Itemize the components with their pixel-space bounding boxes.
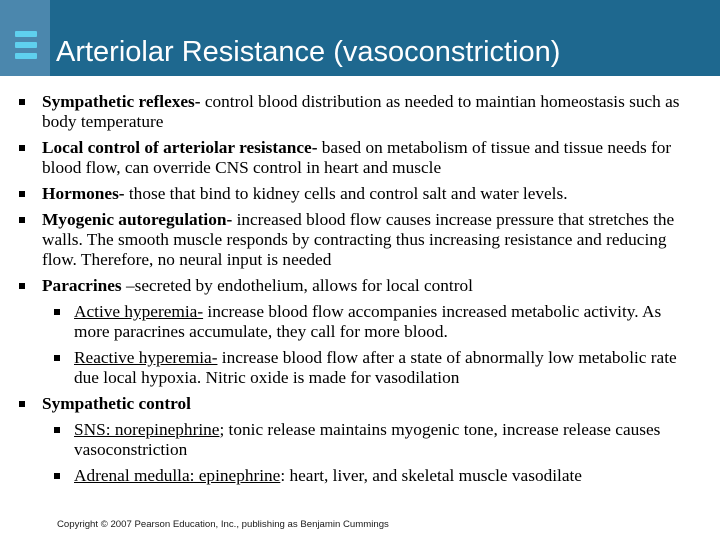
bullet-text: increase blood flow accompanies increased metabolic activity. As more paracrines accumulate, they call for more blood. <box>74 302 662 341</box>
logo-bar <box>15 42 37 48</box>
sub-bullet-active-hyperemia <box>0 302 720 342</box>
logo-bar <box>15 53 37 59</box>
square-bullet-icon <box>19 99 25 105</box>
bullet-item-sympathetic-reflexes <box>0 92 720 132</box>
bullet-text: based on metabolism of tissue and tissue needs for blood flow, can override CNS control in heart and muscle <box>42 138 672 177</box>
bullet-term: Local control of arteriolar resistance- <box>42 138 318 157</box>
bullet-term: Reactive hyperemia- <box>74 348 218 367</box>
copyright-footer: Copyright © 2007 Pearson Education, Inc., publishing as Benjamin Cummings <box>57 519 389 530</box>
title-band <box>0 0 720 76</box>
square-bullet-icon <box>54 309 60 315</box>
square-bullet-icon <box>54 427 60 433</box>
bullet-item-local-control <box>0 138 720 178</box>
bullet-text: : heart, liver, and skeletal muscle vasodilate <box>280 466 582 485</box>
square-bullet-icon <box>19 217 25 223</box>
bullet-text: those that bind to kidney cells and control salt and water levels. <box>124 184 568 203</box>
bullet-term: Adrenal medulla: epinephrine <box>74 466 281 485</box>
bullet-item-myogenic-autoregulation <box>0 210 720 270</box>
square-bullet-icon <box>19 283 25 289</box>
square-bullet-icon <box>19 191 25 197</box>
bullet-term: Myogenic autoregulation- <box>42 210 233 229</box>
stacked-bars-logo-icon <box>0 0 50 76</box>
bullet-item-sympathetic-control <box>0 394 720 414</box>
bullet-text: increase blood flow after a state of abnormally low metabolic rate due local hypoxia. Nitric oxide is made for vasodilation <box>74 348 677 387</box>
bullet-text: ; tonic release maintains myogenic tone, increase release causes vasoconstriction <box>74 420 661 459</box>
bullet-text: control blood distribution as needed to maintian homeostasis such as body temperature <box>42 92 680 131</box>
bullet-term: Paracrines <box>42 276 122 295</box>
bullet-term: Hormones- <box>42 184 125 203</box>
bullet-term: Sympathetic control <box>42 394 191 413</box>
sub-bullet-sns-norepinephrine <box>0 420 720 460</box>
logo-bar <box>15 31 37 37</box>
bullet-text: –secreted by endothelium, allows for local control <box>121 276 473 295</box>
bullet-list <box>0 92 720 492</box>
bullet-text: increased blood flow causes increase pressure that stretches the walls. The smooth muscle responds by contracting thus increasing resistance and reducing flow. Therefore, no neural input is needed <box>42 210 675 269</box>
bullet-item-paracrines <box>0 276 720 296</box>
bullet-term: Active hyperemia- <box>74 302 204 321</box>
slide-title: Arteriolar Resistance (vasoconstriction) <box>56 36 561 68</box>
bullet-term: Sympathetic reflexes- <box>42 92 201 111</box>
sub-bullet-reactive-hyperemia <box>0 348 720 388</box>
square-bullet-icon <box>54 473 60 479</box>
bullet-term: SNS: norepinephrine <box>74 420 220 439</box>
square-bullet-icon <box>54 355 60 361</box>
bullet-item-hormones <box>0 184 720 204</box>
square-bullet-icon <box>19 145 25 151</box>
square-bullet-icon <box>19 401 25 407</box>
sub-bullet-adrenal-medulla <box>0 466 720 486</box>
